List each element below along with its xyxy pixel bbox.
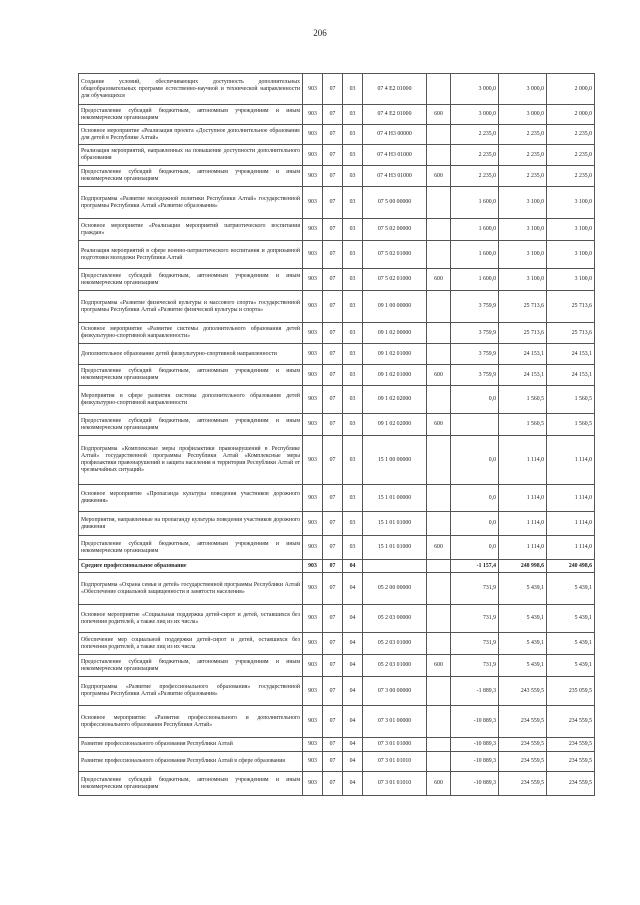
expense-type xyxy=(427,485,451,512)
target-article: 15 1 01 01000 xyxy=(363,536,427,560)
row-name: Основное мероприятие «Социальная поддержка детей-сирот и детей, оставшихся без попечения родителей, а также лиц из их числа» xyxy=(79,605,303,633)
subsection-code: 03 xyxy=(343,485,363,512)
target-article: 05 2 00 00000 xyxy=(363,573,427,605)
target-article: 15 1 01 00000 xyxy=(363,485,427,512)
section-code: 07 xyxy=(323,323,343,344)
expense-type xyxy=(427,573,451,605)
table-row xyxy=(79,677,595,706)
subsection-code: 03 xyxy=(343,414,363,436)
section-code: 07 xyxy=(323,386,343,414)
amount-2: 234 559,5 xyxy=(499,706,547,738)
row-name: Создание условий, обеспечивающих доступность дополнительных общеобразовательных программ естественно-научной и технической направленности для обучающихся xyxy=(79,74,303,105)
subsection-code: 03 xyxy=(343,125,363,145)
row-name: Развитие профессионального образования Республики Алтай xyxy=(79,738,303,752)
row-name: Предоставление субсидий бюджетным, автономным учреждениям и иным некоммерческим организациям xyxy=(79,269,303,291)
amount-2: 24 153,1 xyxy=(499,365,547,386)
amount-2: 2 235,0 xyxy=(499,145,547,166)
amount-2: 1 560,5 xyxy=(499,414,547,436)
section-code: 07 xyxy=(323,219,343,241)
amount-2: 25 713,6 xyxy=(499,323,547,344)
target-article: 05 2 03 00000 xyxy=(363,605,427,633)
target-article: 09 1 02 00000 xyxy=(363,323,427,344)
ministry-code: 903 xyxy=(303,573,323,605)
amount-2: 3 100,0 xyxy=(499,187,547,219)
ministry-code: 903 xyxy=(303,323,323,344)
amount-1: 2 235,0 xyxy=(451,166,499,187)
row-name: Предоставление субсидий бюджетным, автономным учреждениям и иным некоммерческим организациям xyxy=(79,655,303,677)
table-row xyxy=(79,655,595,677)
amount-3: 3 100,0 xyxy=(547,269,595,291)
subsection-code: 04 xyxy=(343,605,363,633)
amount-3: 24 153,1 xyxy=(547,365,595,386)
subsection-code: 03 xyxy=(343,105,363,125)
amount-3: 2 235,0 xyxy=(547,166,595,187)
amount-2: 2 235,0 xyxy=(499,166,547,187)
amount-3: 3 100,0 xyxy=(547,187,595,219)
subsection-code: 04 xyxy=(343,677,363,706)
amount-3: 1 560,5 xyxy=(547,386,595,414)
ministry-code: 903 xyxy=(303,655,323,677)
page-number: 206 xyxy=(313,28,327,38)
section-code: 07 xyxy=(323,706,343,738)
amount-2: 234 559,5 xyxy=(499,738,547,752)
amount-3: 1 114,0 xyxy=(547,512,595,536)
amount-1: 1 600,0 xyxy=(451,219,499,241)
section-code: 07 xyxy=(323,125,343,145)
ministry-code: 903 xyxy=(303,269,323,291)
ministry-code: 903 xyxy=(303,738,323,752)
section-code: 07 xyxy=(323,573,343,605)
target-article: 07 4 Н3 01000 xyxy=(363,166,427,187)
amount-1: -10 889,3 xyxy=(451,706,499,738)
table-row xyxy=(79,323,595,344)
table-row xyxy=(79,436,595,485)
amount-3: 2 235,0 xyxy=(547,125,595,145)
amount-3: 24 153,1 xyxy=(547,344,595,365)
amount-2: 243 559,5 xyxy=(499,677,547,706)
row-name: Основное мероприятие «Развитие системы дополнительного образования детей физкультурно-спортивной направленности» xyxy=(79,323,303,344)
target-article: 07 3 01 00000 xyxy=(363,706,427,738)
table-row xyxy=(79,125,595,145)
amount-3: 235 059,5 xyxy=(547,677,595,706)
amount-3: 5 439,1 xyxy=(547,633,595,655)
amount-1: 1 600,0 xyxy=(451,241,499,269)
ministry-code: 903 xyxy=(303,74,323,105)
expense-type xyxy=(427,706,451,738)
table-row xyxy=(79,605,595,633)
amount-1: 0,0 xyxy=(451,485,499,512)
subsection-code: 03 xyxy=(343,323,363,344)
amount-1: 731,9 xyxy=(451,573,499,605)
amount-1: -10 889,3 xyxy=(451,772,499,796)
target-article: 15 1 00 00000 xyxy=(363,436,427,485)
subsection-code: 03 xyxy=(343,241,363,269)
amount-1: -10 889,3 xyxy=(451,752,499,772)
amount-1: 1 600,0 xyxy=(451,269,499,291)
subsection-code: 03 xyxy=(343,166,363,187)
target-article: 15 1 01 01000 xyxy=(363,512,427,536)
amount-2: 248 998,6 xyxy=(499,560,547,573)
ministry-code: 903 xyxy=(303,752,323,772)
ministry-code: 903 xyxy=(303,187,323,219)
amount-2: 3 100,0 xyxy=(499,269,547,291)
amount-3: 5 439,1 xyxy=(547,605,595,633)
section-code: 07 xyxy=(323,738,343,752)
ministry-code: 903 xyxy=(303,386,323,414)
table-row xyxy=(79,291,595,323)
subsection-code: 03 xyxy=(343,145,363,166)
table-row xyxy=(79,738,595,752)
row-name: Предоставление субсидий бюджетным, автономным учреждениям и иным некоммерческим организациям xyxy=(79,414,303,436)
amount-2: 1 560,5 xyxy=(499,386,547,414)
target-article: 07 3 01 01000 xyxy=(363,738,427,752)
subsection-code: 03 xyxy=(343,512,363,536)
table-row xyxy=(79,414,595,436)
row-name: Развитие профессионального образования Республики Алтай в сфере образования xyxy=(79,752,303,772)
ministry-code: 903 xyxy=(303,105,323,125)
amount-1: 0,0 xyxy=(451,536,499,560)
amount-1: 2 235,0 xyxy=(451,145,499,166)
table-row xyxy=(79,365,595,386)
expense-type xyxy=(427,633,451,655)
amount-2: 5 439,1 xyxy=(499,605,547,633)
section-code: 07 xyxy=(323,536,343,560)
row-name: Предоставление субсидий бюджетным, автономным учреждениям и иным некоммерческим организациям xyxy=(79,536,303,560)
section-code: 07 xyxy=(323,512,343,536)
expense-type xyxy=(427,752,451,772)
amount-3: 234 559,5 xyxy=(547,772,595,796)
amount-1: 3 000,0 xyxy=(451,105,499,125)
ministry-code: 903 xyxy=(303,414,323,436)
expense-type: 600 xyxy=(427,166,451,187)
ministry-code: 903 xyxy=(303,677,323,706)
ministry-code: 903 xyxy=(303,605,323,633)
row-name: Обеспечение мер социальной поддержки детей-сирот и детей, оставшихся без попечения родителей, а также лиц из их числа xyxy=(79,633,303,655)
subsection-code: 04 xyxy=(343,655,363,677)
amount-1: 2 235,0 xyxy=(451,125,499,145)
amount-3: 240 498,6 xyxy=(547,560,595,573)
ministry-code: 903 xyxy=(303,365,323,386)
row-name: Основное мероприятие «Реализация мероприятий патриотического воспитания граждан» xyxy=(79,219,303,241)
table-row xyxy=(79,536,595,560)
subsection-code: 03 xyxy=(343,436,363,485)
amount-2: 5 439,1 xyxy=(499,633,547,655)
amount-3: 2 235,0 xyxy=(547,145,595,166)
amount-3: 25 713,6 xyxy=(547,323,595,344)
table-row xyxy=(79,145,595,166)
expense-type: 600 xyxy=(427,105,451,125)
amount-3: 3 100,0 xyxy=(547,241,595,269)
section-code: 07 xyxy=(323,752,343,772)
expense-type: 600 xyxy=(427,365,451,386)
table-row xyxy=(79,74,595,105)
section-code: 07 xyxy=(323,166,343,187)
ministry-code: 903 xyxy=(303,485,323,512)
amount-3: 5 439,1 xyxy=(547,655,595,677)
subsection-code: 03 xyxy=(343,365,363,386)
expense-type xyxy=(427,386,451,414)
subsection-code: 03 xyxy=(343,344,363,365)
amount-3: 1 560,5 xyxy=(547,414,595,436)
target-article: 07 3 01 01010 xyxy=(363,772,427,796)
table-row xyxy=(79,560,595,573)
table-row xyxy=(79,386,595,414)
ministry-code: 903 xyxy=(303,512,323,536)
section-code: 07 xyxy=(323,560,343,573)
amount-1: 3 000,0 xyxy=(451,74,499,105)
row-name: Подпрограмма «Комплексные меры профилактики правонарушений в Республике Алтай» государственной программы Республики Алтай «Комплексные меры профилактики правонарушений и защита населения и территории Республики Алтай от чрезвычайных ситуаций» xyxy=(79,436,303,485)
table-row xyxy=(79,512,595,536)
amount-2: 3 100,0 xyxy=(499,219,547,241)
row-name: Среднее профессиональное образование xyxy=(79,560,303,573)
target-article: 07 5 02 01000 xyxy=(363,269,427,291)
expense-type xyxy=(427,677,451,706)
expense-type xyxy=(427,512,451,536)
target-article: 09 1 02 02000 xyxy=(363,386,427,414)
expense-type: 600 xyxy=(427,772,451,796)
row-name: Мероприятия, направленные на пропаганду культуры поведения участников дорожного движения xyxy=(79,512,303,536)
table-row xyxy=(79,573,595,605)
section-code: 07 xyxy=(323,344,343,365)
amount-1: 0,0 xyxy=(451,386,499,414)
amount-1: 0,0 xyxy=(451,512,499,536)
amount-1: 3 759,9 xyxy=(451,365,499,386)
target-article: 09 1 00 00000 xyxy=(363,291,427,323)
expense-type: 600 xyxy=(427,655,451,677)
section-code: 07 xyxy=(323,605,343,633)
table-row xyxy=(79,269,595,291)
ministry-code: 903 xyxy=(303,125,323,145)
subsection-code: 04 xyxy=(343,560,363,573)
target-article: 05 2 03 01000 xyxy=(363,633,427,655)
amount-2: 3 000,0 xyxy=(499,74,547,105)
table-row xyxy=(79,344,595,365)
section-code: 07 xyxy=(323,269,343,291)
ministry-code: 903 xyxy=(303,436,323,485)
row-name: Предоставление субсидий бюджетным, автономным учреждениям и иным некоммерческим организациям xyxy=(79,772,303,796)
amount-1: 1 600,0 xyxy=(451,187,499,219)
table-row xyxy=(79,772,595,796)
table-row xyxy=(79,187,595,219)
amount-2: 1 114,0 xyxy=(499,512,547,536)
amount-2: 1 114,0 xyxy=(499,485,547,512)
expense-type xyxy=(427,560,451,573)
row-name: Основное мероприятие «Пропаганда культуры поведения участников дорожного движения» xyxy=(79,485,303,512)
subsection-code: 04 xyxy=(343,706,363,738)
target-article: 07 3 01 01010 xyxy=(363,752,427,772)
table-row xyxy=(79,166,595,187)
row-name: Предоставление субсидий бюджетным, автономным учреждениям и иным некоммерческим организациям xyxy=(79,365,303,386)
section-code: 07 xyxy=(323,414,343,436)
amount-1: -1 889,3 xyxy=(451,677,499,706)
target-article: 09 1 02 01000 xyxy=(363,344,427,365)
subsection-code: 04 xyxy=(343,633,363,655)
section-code: 07 xyxy=(323,291,343,323)
expense-type: 600 xyxy=(427,536,451,560)
amount-2: 234 559,5 xyxy=(499,772,547,796)
amount-2: 5 439,1 xyxy=(499,655,547,677)
section-code: 07 xyxy=(323,485,343,512)
subsection-code: 03 xyxy=(343,219,363,241)
amount-3: 1 114,0 xyxy=(547,536,595,560)
target-article: 07 4 E2 01000 xyxy=(363,105,427,125)
amount-2: 1 114,0 xyxy=(499,536,547,560)
subsection-code: 04 xyxy=(343,752,363,772)
amount-1: 731,9 xyxy=(451,605,499,633)
expense-type xyxy=(427,125,451,145)
expense-type: 600 xyxy=(427,414,451,436)
expense-type xyxy=(427,436,451,485)
amount-3: 2 000,0 xyxy=(547,74,595,105)
target-article: 07 4 E2 01000 xyxy=(363,74,427,105)
ministry-code: 903 xyxy=(303,560,323,573)
row-name: Реализация мероприятий в сфере военно-патриотического воспитания и допризывной подготовки молодежи Республики Алтай xyxy=(79,241,303,269)
row-name: Основное мероприятие «Реализация проекта «Доступное дополнительное образование для детей в Республике Алтай» xyxy=(79,125,303,145)
row-name: Подпрограмма «Развитие физической культуры и массового спорта» государственной программы Республики Алтай «Развитие физической культуры и спорта» xyxy=(79,291,303,323)
table-row xyxy=(79,633,595,655)
row-name: Предоставление субсидий бюджетным, автономным учреждениям и иным некоммерческим организациям xyxy=(79,105,303,125)
table-row xyxy=(79,105,595,125)
ministry-code: 903 xyxy=(303,344,323,365)
amount-2: 25 713,6 xyxy=(499,291,547,323)
target-article: 09 1 02 02000 xyxy=(363,414,427,436)
expense-type xyxy=(427,738,451,752)
amount-1: 3 759,9 xyxy=(451,323,499,344)
ministry-code: 903 xyxy=(303,772,323,796)
amount-2: 2 235,0 xyxy=(499,125,547,145)
section-code: 07 xyxy=(323,365,343,386)
section-code: 07 xyxy=(323,677,343,706)
amount-3: 3 100,0 xyxy=(547,219,595,241)
ministry-code: 903 xyxy=(303,219,323,241)
amount-3: 234 559,5 xyxy=(547,706,595,738)
target-article xyxy=(363,560,427,573)
target-article: 07 5 02 01000 xyxy=(363,241,427,269)
section-code: 07 xyxy=(323,145,343,166)
expense-type: 600 xyxy=(427,269,451,291)
target-article: 09 1 02 01000 xyxy=(363,365,427,386)
subsection-code: 03 xyxy=(343,386,363,414)
expense-type xyxy=(427,145,451,166)
amount-1 xyxy=(451,414,499,436)
expense-type xyxy=(427,605,451,633)
expense-type xyxy=(427,323,451,344)
row-name: Реализация мероприятий, направленных на повышение доступности дополнительного образования xyxy=(79,145,303,166)
row-name: Подпрограмма «Развитие профессионального образования» государственной программы Республики Алтай «Развитие образования» xyxy=(79,677,303,706)
section-code: 07 xyxy=(323,633,343,655)
amount-2: 24 153,1 xyxy=(499,344,547,365)
budget-table xyxy=(78,73,595,796)
target-article: 07 5 00 00000 xyxy=(363,187,427,219)
expense-type xyxy=(427,219,451,241)
row-name: Дополнительное образование детей физкультурно-спортивной направленности xyxy=(79,344,303,365)
table-row xyxy=(79,485,595,512)
amount-3: 234 559,5 xyxy=(547,738,595,752)
subsection-code: 03 xyxy=(343,269,363,291)
section-code: 07 xyxy=(323,241,343,269)
section-code: 07 xyxy=(323,74,343,105)
amount-2: 234 559,5 xyxy=(499,752,547,772)
subsection-code: 03 xyxy=(343,74,363,105)
ministry-code: 903 xyxy=(303,291,323,323)
amount-3: 25 713,6 xyxy=(547,291,595,323)
amount-1: -1 157,4 xyxy=(451,560,499,573)
table-row xyxy=(79,241,595,269)
amount-2: 1 114,0 xyxy=(499,436,547,485)
target-article: 07 3 00 00000 xyxy=(363,677,427,706)
table-row xyxy=(79,706,595,738)
target-article: 05 2 03 01000 xyxy=(363,655,427,677)
subsection-code: 04 xyxy=(343,573,363,605)
expense-type xyxy=(427,291,451,323)
amount-1: -10 889,3 xyxy=(451,738,499,752)
ministry-code: 903 xyxy=(303,145,323,166)
amount-3: 1 114,0 xyxy=(547,436,595,485)
target-article: 07 4 Н3 01000 xyxy=(363,145,427,166)
amount-1: 3 759,9 xyxy=(451,344,499,365)
ministry-code: 903 xyxy=(303,706,323,738)
amount-3: 2 000,0 xyxy=(547,105,595,125)
subsection-code: 03 xyxy=(343,291,363,323)
subsection-code: 03 xyxy=(343,536,363,560)
target-article: 07 5 02 00000 xyxy=(363,219,427,241)
section-code: 07 xyxy=(323,436,343,485)
target-article: 07 4 Н3 00000 xyxy=(363,125,427,145)
amount-2: 3 100,0 xyxy=(499,241,547,269)
expense-type xyxy=(427,187,451,219)
section-code: 07 xyxy=(323,105,343,125)
section-code: 07 xyxy=(323,772,343,796)
ministry-code: 903 xyxy=(303,166,323,187)
table-row xyxy=(79,219,595,241)
amount-3: 234 559,5 xyxy=(547,752,595,772)
row-name: Предоставление субсидий бюджетным, автономным учреждениям и иным некоммерческим организациям xyxy=(79,166,303,187)
amount-2: 5 439,1 xyxy=(499,573,547,605)
row-name: Подпрограмма «Развитие молодежной политики Республики Алтай» государственной программы Республики Алтай «Развитие образования» xyxy=(79,187,303,219)
row-name: Основное мероприятие «Развитие профессионального и дополнительного профессионального образования Республики Алтай» xyxy=(79,706,303,738)
ministry-code: 903 xyxy=(303,536,323,560)
amount-1: 3 759,9 xyxy=(451,291,499,323)
amount-1: 731,9 xyxy=(451,655,499,677)
subsection-code: 04 xyxy=(343,738,363,752)
amount-3: 1 114,0 xyxy=(547,485,595,512)
ministry-code: 903 xyxy=(303,633,323,655)
expense-type xyxy=(427,344,451,365)
amount-3: 5 439,1 xyxy=(547,573,595,605)
section-code: 07 xyxy=(323,655,343,677)
row-name: Подпрограмма «Охрана семьи и детей» государственной программы Республики Алтай «Обеспечение социальной защищенности и занятости населения» xyxy=(79,573,303,605)
subsection-code: 04 xyxy=(343,772,363,796)
expense-type xyxy=(427,74,451,105)
amount-1: 0,0 xyxy=(451,436,499,485)
ministry-code: 903 xyxy=(303,241,323,269)
amount-2: 3 000,0 xyxy=(499,105,547,125)
section-code: 07 xyxy=(323,187,343,219)
subsection-code: 03 xyxy=(343,187,363,219)
table-row xyxy=(79,752,595,772)
row-name: Мероприятия в сфере развития системы дополнительного образования детей физкультурно-спортивной направленности xyxy=(79,386,303,414)
amount-1: 731,9 xyxy=(451,633,499,655)
expense-type xyxy=(427,241,451,269)
